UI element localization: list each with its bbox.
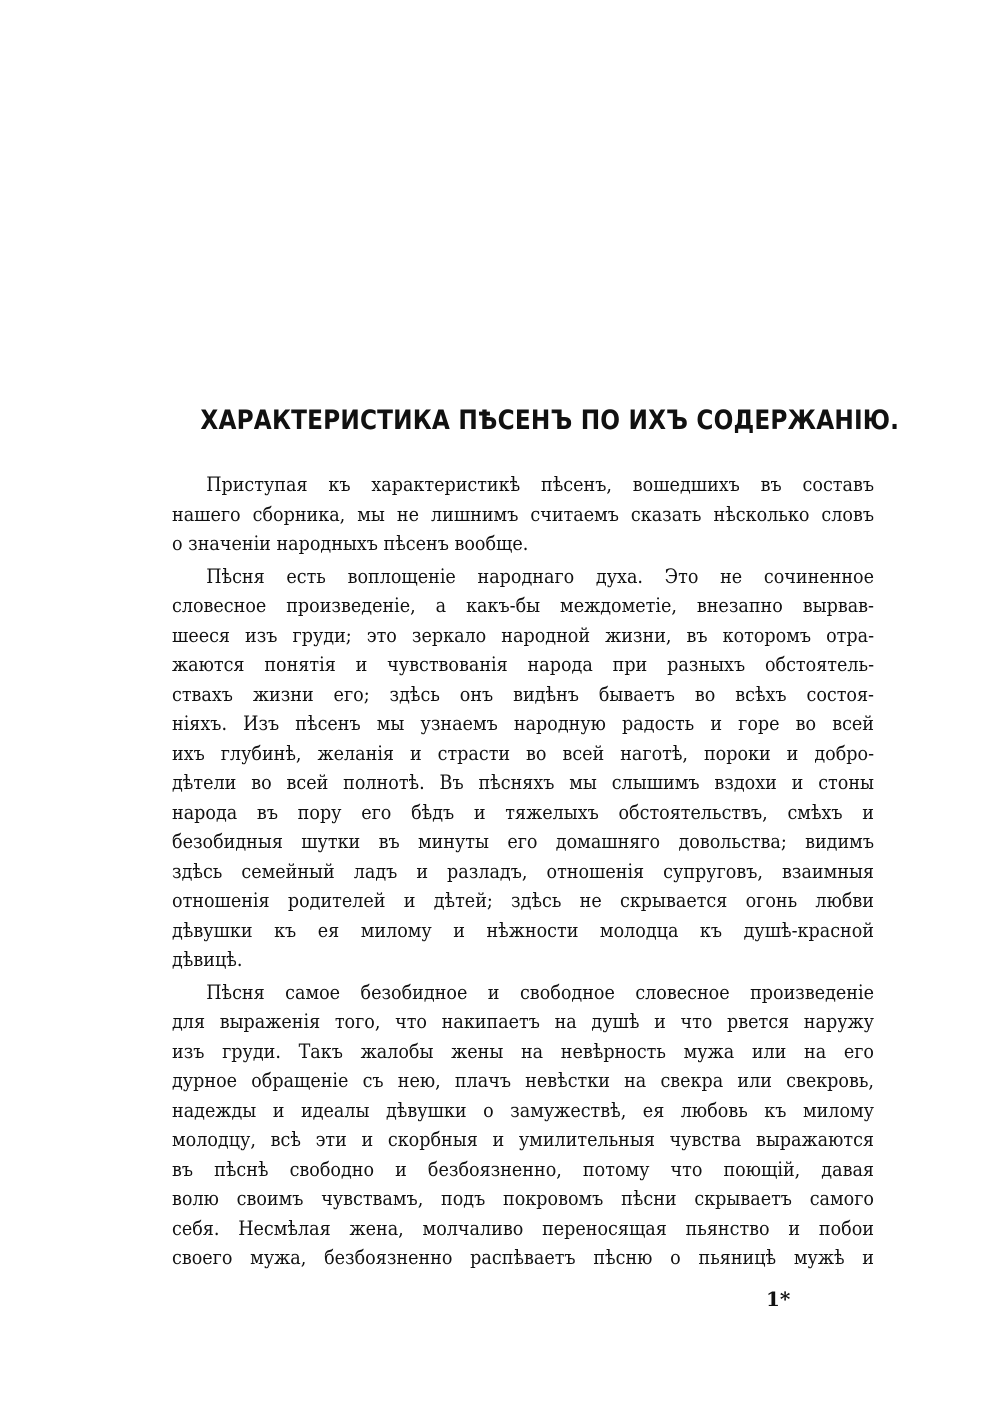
text-line: Пѣсня самое безобидное и свободное словесное произведеніе	[206, 980, 874, 1004]
text-line: ніяхъ. Изъ пѣсенъ мы узнаемъ народную радость и горе во всей	[172, 712, 874, 735]
paragraph-3	[172, 978, 882, 1273]
text-line: дѣвицѣ.	[172, 948, 243, 971]
text-line: изъ груди. Такъ жалобы жены на невѣрность мужа или на его	[172, 1039, 874, 1063]
text-line: отношенія родителей и дѣтей; здѣсь не скрывается огонь любви	[172, 889, 874, 912]
text-line: здѣсь семейный ладъ и разладъ, отношенія супруговъ, взаимныя	[172, 859, 874, 883]
body-text	[172, 470, 882, 1273]
text-line: ихъ глубинѣ, желанія и страсти во всей наготѣ, пороки и добро-	[172, 741, 874, 765]
paragraph-2	[172, 562, 882, 975]
text-line: шееся изъ груди; это зеркало народной жизни, въ которомъ отра-	[172, 623, 874, 647]
text-line: жаются понятія и чувствованія народа при разныхъ обстоятель-	[172, 653, 874, 676]
text-line: Пѣсня есть воплощеніе народнаго духа. Это не сочиненное	[206, 564, 874, 588]
chapter-heading: ХАРАКТЕРИСТИКА ПѢСЕНЪ ПО ИХЪ СОДЕРЖАНІЮ.	[200, 405, 900, 436]
text-line: себя. Несмѣлая жена, молчаливо переносящая пьянство и побои	[172, 1216, 874, 1240]
text-line: молодцу, всѣ эти и скорбныя и умилительныя чувства выражаются	[172, 1128, 874, 1151]
text-line: надежды и идеалы дѣвушки о замужествѣ, ея любовь къ милому	[172, 1098, 874, 1122]
text-line: дурное обращеніе съ нею, плачъ невѣстки на свекра или свекровь,	[172, 1069, 874, 1092]
text-line: для выраженія того, что накипаетъ на душѣ и что рвется наружу	[172, 1010, 874, 1033]
text-line: волю своимъ чувствамъ, подъ покровомъ пѣсни скрываетъ самого	[172, 1187, 874, 1210]
text-line: народа въ пору его бѣдъ и тяжелыхъ обстоятельствъ, смѣхъ и	[172, 800, 874, 824]
text-line: словесное произведеніе, а какъ-бы междометіе, внезапно вырвав-	[172, 594, 874, 617]
text-line: въ пѣснѣ свободно и безбоязненно, потому что поющій, давая	[172, 1157, 874, 1181]
text-line: о значеніи народныхъ пѣсенъ вообще.	[172, 532, 529, 555]
text-line: дѣвушки къ ея милому и нѣжности молодца къ душѣ-красной	[172, 918, 874, 942]
text-line: нашего сборника, мы не лишнимъ считаемъ сказать нѣсколько словъ	[172, 502, 874, 526]
text-line: дѣтели во всей полнотѣ. Въ пѣсняхъ мы слышимъ вздохи и стоны	[172, 771, 874, 794]
page-number: 1*	[766, 1287, 791, 1311]
text-line: ствахъ жизни его; здѣсь онъ видѣнъ бываетъ во всѣхъ состоя-	[172, 682, 874, 706]
paragraph-1	[172, 470, 882, 559]
text-line: своего мужа, безбоязненно распѣваетъ пѣсню о пьяницѣ мужѣ и	[172, 1246, 874, 1269]
text-line: безобидныя шутки въ минуты его домашняго довольства; видимъ	[172, 830, 874, 853]
text-line: Приступая къ характеристикѣ пѣсенъ, вошедшихъ въ составъ	[206, 473, 874, 496]
